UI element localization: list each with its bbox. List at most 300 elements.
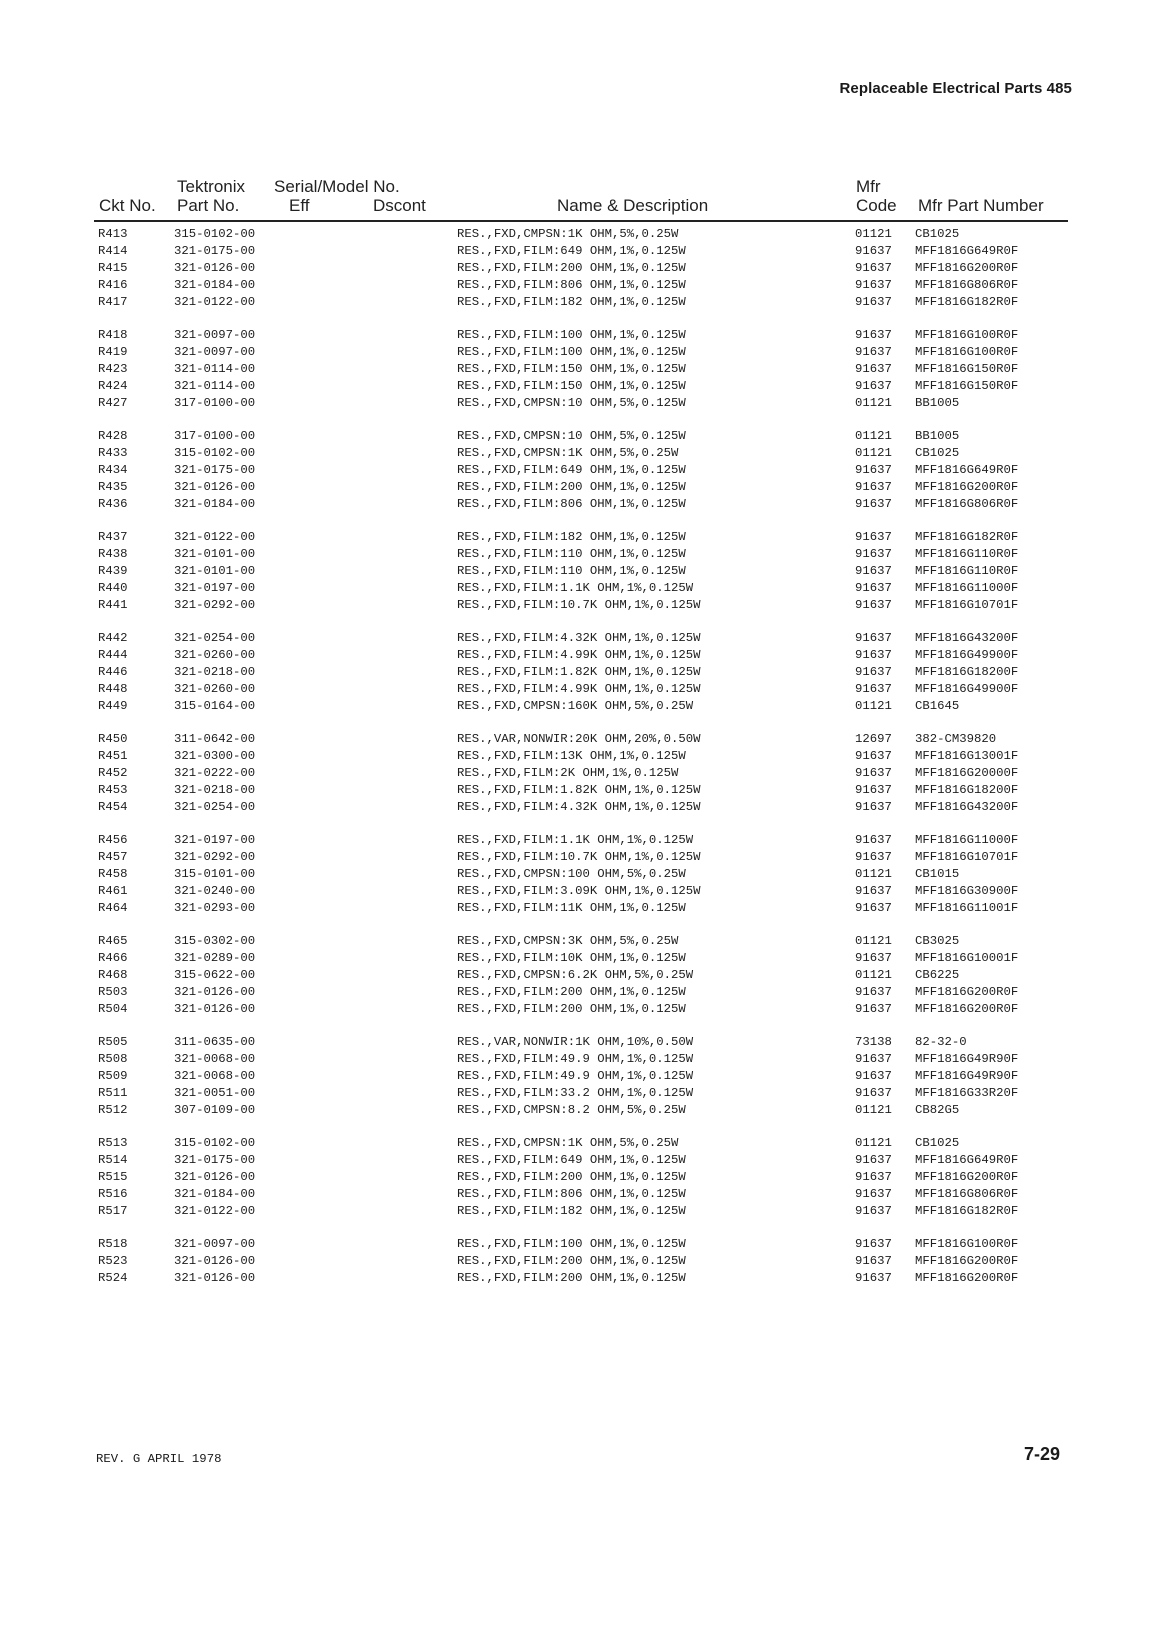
mfr-code: 91637 [855, 598, 892, 612]
mfr-part-number: MFF1816G43200F [915, 800, 1019, 814]
table-row [0, 950, 1155, 967]
table-row [0, 597, 1155, 614]
mfr-part-number: CB1025 [915, 227, 960, 241]
mfr-part-number: MFF1816G806R0F [915, 1187, 1019, 1201]
row-group [0, 529, 1155, 614]
table-row [0, 243, 1155, 260]
mfr-code: 01121 [855, 227, 892, 241]
tek-part-number: 321-0126-00 [174, 1254, 256, 1268]
ckt-number: R451 [98, 749, 128, 763]
ckt-number: R433 [98, 446, 128, 460]
description: RES.,VAR,NONWIR:20K OHM,20%,0.50W [457, 732, 701, 746]
description: RES.,FXD,FILM:3.09K OHM,1%,0.125W [457, 884, 701, 898]
description: RES.,FXD,CMPSN:1K OHM,5%,0.25W [457, 227, 679, 241]
mfr-code: 91637 [855, 295, 892, 309]
mfr-part-number: MFF1816G150R0F [915, 379, 1019, 393]
mfr-part-number: MFF1816G200R0F [915, 1254, 1019, 1268]
table-row [0, 765, 1155, 782]
col-serial: Serial/Model No. [274, 177, 400, 196]
mfr-part-number: BB1005 [915, 429, 960, 443]
description: RES.,FXD,CMPSN:1K OHM,5%,0.25W [457, 446, 679, 460]
header-rule [94, 220, 1068, 222]
description: RES.,FXD,FILM:182 OHM,1%,0.125W [457, 1204, 686, 1218]
description: RES.,FXD,FILM:806 OHM,1%,0.125W [457, 278, 686, 292]
mfr-code: 91637 [855, 345, 892, 359]
table-row [0, 226, 1155, 243]
description: RES.,FXD,FILM:110 OHM,1%,0.125W [457, 547, 686, 561]
table-row [0, 529, 1155, 546]
mfr-part-number: MFF1816G33R20F [915, 1086, 1019, 1100]
table-row [0, 428, 1155, 445]
tek-part-number: 307-0109-00 [174, 1103, 256, 1117]
tek-part-number: 321-0218-00 [174, 783, 256, 797]
mfr-code: 01121 [855, 867, 892, 881]
mfr-part-number: MFF1816G49R90F [915, 1052, 1019, 1066]
mfr-code: 01121 [855, 1136, 892, 1150]
mfr-part-number: MFF1816G10701F [915, 850, 1019, 864]
description: RES.,FXD,FILM:200 OHM,1%,0.125W [457, 480, 686, 494]
table-row [0, 1001, 1155, 1018]
col-mfr-line1: Mfr [856, 177, 881, 196]
mfr-code: 91637 [855, 480, 892, 494]
description: RES.,FXD,FILM:150 OHM,1%,0.125W [457, 379, 686, 393]
tek-part-number: 317-0100-00 [174, 396, 256, 410]
ckt-number: R449 [98, 699, 128, 713]
description: RES.,FXD,FILM:200 OHM,1%,0.125W [457, 261, 686, 275]
mfr-part-number: MFF1816G11000F [915, 581, 1019, 595]
description: RES.,FXD,FILM:1.82K OHM,1%,0.125W [457, 783, 701, 797]
mfr-part-number: CB1025 [915, 446, 960, 460]
mfr-part-number: CB82G5 [915, 1103, 960, 1117]
ckt-number: R456 [98, 833, 128, 847]
description: RES.,FXD,FILM:49.9 OHM,1%,0.125W [457, 1052, 694, 1066]
mfr-part-number: MFF1816G200R0F [915, 985, 1019, 999]
mfr-code: 12697 [855, 732, 892, 746]
tek-part-number: 321-0254-00 [174, 631, 256, 645]
revision-note: REV. G APRIL 1978 [96, 1452, 222, 1466]
mfr-code: 01121 [855, 429, 892, 443]
mfr-code: 91637 [855, 1069, 892, 1083]
mfr-part-number: 82-32-0 [915, 1035, 967, 1049]
ckt-number: R517 [98, 1204, 128, 1218]
tek-part-number: 321-0122-00 [174, 295, 256, 309]
page-number: 7-29 [1023, 1444, 1060, 1464]
mfr-part-number: MFF1816G200R0F [915, 480, 1019, 494]
ckt-number: R438 [98, 547, 128, 561]
mfr-code: 01121 [855, 396, 892, 410]
description: RES.,FXD,FILM:806 OHM,1%,0.125W [457, 497, 686, 511]
table-row [0, 445, 1155, 462]
mfr-part-number: BB1005 [915, 396, 960, 410]
col-eff: Eff [289, 196, 310, 215]
mfr-part-number: MFF1816G100R0F [915, 345, 1019, 359]
tek-part-number: 317-0100-00 [174, 429, 256, 443]
table-row [0, 630, 1155, 647]
mfr-code: 01121 [855, 1103, 892, 1117]
ckt-number: R440 [98, 581, 128, 595]
tek-part-number: 321-0097-00 [174, 328, 256, 342]
table-row [0, 799, 1155, 816]
description: RES.,FXD,FILM:200 OHM,1%,0.125W [457, 1254, 686, 1268]
row-group [0, 327, 1155, 412]
mfr-part-number: MFF1816G649R0F [915, 244, 1019, 258]
description: RES.,FXD,FILM:200 OHM,1%,0.125W [457, 985, 686, 999]
table-row [0, 900, 1155, 917]
tek-part-number: 315-0102-00 [174, 1136, 256, 1150]
description: RES.,FXD,FILM:2K OHM,1%,0.125W [457, 766, 679, 780]
mfr-part-number: MFF1816G43200F [915, 631, 1019, 645]
tek-part-number: 315-0102-00 [174, 446, 256, 460]
table-row [0, 1186, 1155, 1203]
mfr-code: 91637 [855, 261, 892, 275]
mfr-code: 91637 [855, 800, 892, 814]
mfr-part-number: MFF1816G10001F [915, 951, 1019, 965]
ckt-number: R504 [98, 1002, 128, 1016]
ckt-number: R512 [98, 1103, 128, 1117]
tek-part-number: 321-0197-00 [174, 833, 256, 847]
ckt-number: R513 [98, 1136, 128, 1150]
description: RES.,FXD,FILM:100 OHM,1%,0.125W [457, 328, 686, 342]
ckt-number: R442 [98, 631, 128, 645]
tek-part-number: 311-0642-00 [174, 732, 256, 746]
ckt-number: R427 [98, 396, 128, 410]
table-row [0, 748, 1155, 765]
mfr-part-number: CB1645 [915, 699, 960, 713]
table-row [0, 462, 1155, 479]
table-row [0, 496, 1155, 513]
mfr-part-number: 382-CM39820 [915, 732, 997, 746]
mfr-part-number: MFF1816G806R0F [915, 278, 1019, 292]
tek-part-number: 321-0184-00 [174, 1187, 256, 1201]
ckt-number: R505 [98, 1035, 128, 1049]
description: RES.,FXD,FILM:49.9 OHM,1%,0.125W [457, 1069, 694, 1083]
description: RES.,FXD,CMPSN:160K OHM,5%,0.25W [457, 699, 694, 713]
tek-part-number: 321-0114-00 [174, 379, 256, 393]
tek-part-number: 321-0184-00 [174, 497, 256, 511]
ckt-number: R458 [98, 867, 128, 881]
mfr-code: 91637 [855, 463, 892, 477]
ckt-number: R415 [98, 261, 128, 275]
tek-part-number: 321-0126-00 [174, 985, 256, 999]
tek-part-number: 315-0101-00 [174, 867, 256, 881]
description: RES.,FXD,FILM:4.99K OHM,1%,0.125W [457, 682, 701, 696]
mfr-code: 91637 [855, 850, 892, 864]
ckt-number: R515 [98, 1170, 128, 1184]
row-group [0, 428, 1155, 513]
col-tek-line2: Part No. [177, 196, 240, 215]
row-group [0, 933, 1155, 1018]
tek-part-number: 321-0126-00 [174, 1271, 256, 1285]
mfr-part-number: MFF1816G18200F [915, 665, 1019, 679]
description: RES.,FXD,FILM:200 OHM,1%,0.125W [457, 1271, 686, 1285]
mfr-code: 91637 [855, 783, 892, 797]
table-row [0, 1102, 1155, 1119]
tek-part-number: 321-0184-00 [174, 278, 256, 292]
tek-part-number: 321-0292-00 [174, 850, 256, 864]
description: RES.,FXD,FILM:1.1K OHM,1%,0.125W [457, 581, 694, 595]
mfr-part-number: CB3025 [915, 934, 960, 948]
tek-part-number: 321-0126-00 [174, 1002, 256, 1016]
col-mfr-part: Mfr Part Number [918, 196, 1044, 215]
ckt-number: R461 [98, 884, 128, 898]
row-group [0, 731, 1155, 816]
ckt-number: R508 [98, 1052, 128, 1066]
mfr-code: 91637 [855, 648, 892, 662]
table-row [0, 479, 1155, 496]
table-row [0, 1085, 1155, 1102]
mfr-code: 91637 [855, 766, 892, 780]
description: RES.,FXD,FILM:4.99K OHM,1%,0.125W [457, 648, 701, 662]
mfr-part-number: MFF1816G150R0F [915, 362, 1019, 376]
tek-part-number: 321-0068-00 [174, 1052, 256, 1066]
tek-part-number: 311-0635-00 [174, 1035, 256, 1049]
table-row [0, 395, 1155, 412]
ckt-number: R524 [98, 1271, 128, 1285]
table-row [0, 647, 1155, 664]
mfr-part-number: MFF1816G20000F [915, 766, 1019, 780]
tek-part-number: 321-0097-00 [174, 1237, 256, 1251]
mfr-code: 91637 [855, 682, 892, 696]
page-title: Replaceable Electrical Parts 485 [839, 80, 1072, 97]
ckt-number: R465 [98, 934, 128, 948]
description: RES.,FXD,FILM:200 OHM,1%,0.125W [457, 1002, 686, 1016]
mfr-part-number: MFF1816G182R0F [915, 295, 1019, 309]
table-row [0, 344, 1155, 361]
tek-part-number: 321-0300-00 [174, 749, 256, 763]
tek-part-number: 321-0068-00 [174, 1069, 256, 1083]
table-row [0, 1135, 1155, 1152]
description: RES.,FXD,FILM:4.32K OHM,1%,0.125W [457, 800, 701, 814]
table-row [0, 546, 1155, 563]
table-row [0, 1253, 1155, 1270]
ckt-number: R423 [98, 362, 128, 376]
description: RES.,FXD,FILM:182 OHM,1%,0.125W [457, 530, 686, 544]
mfr-code: 91637 [855, 951, 892, 965]
tek-part-number: 321-0175-00 [174, 463, 256, 477]
table-row [0, 731, 1155, 748]
table-row [0, 664, 1155, 681]
mfr-code: 91637 [855, 1052, 892, 1066]
mfr-code: 91637 [855, 564, 892, 578]
description: RES.,FXD,CMPSN:3K OHM,5%,0.25W [457, 934, 679, 948]
ckt-number: R424 [98, 379, 128, 393]
mfr-code: 91637 [855, 278, 892, 292]
col-mfr-line2: Code [856, 196, 897, 215]
parts-table [0, 226, 1155, 1303]
mfr-part-number: MFF1816G110R0F [915, 547, 1019, 561]
mfr-code: 91637 [855, 1271, 892, 1285]
mfr-part-number: MFF1816G10701F [915, 598, 1019, 612]
tek-part-number: 321-0101-00 [174, 564, 256, 578]
table-row [0, 1034, 1155, 1051]
description: RES.,FXD,FILM:806 OHM,1%,0.125W [457, 1187, 686, 1201]
tek-part-number: 321-0175-00 [174, 244, 256, 258]
tek-part-number: 321-0097-00 [174, 345, 256, 359]
table-row [0, 277, 1155, 294]
table-row [0, 866, 1155, 883]
ckt-number: R419 [98, 345, 128, 359]
mfr-part-number: MFF1816G806R0F [915, 497, 1019, 511]
table-row [0, 361, 1155, 378]
ckt-number: R503 [98, 985, 128, 999]
tek-part-number: 321-0293-00 [174, 901, 256, 915]
mfr-code: 91637 [855, 1002, 892, 1016]
mfr-part-number: MFF1816G649R0F [915, 463, 1019, 477]
tek-part-number: 321-0240-00 [174, 884, 256, 898]
ckt-number: R435 [98, 480, 128, 494]
ckt-number: R418 [98, 328, 128, 342]
description: RES.,FXD,FILM:1.82K OHM,1%,0.125W [457, 665, 701, 679]
ckt-number: R437 [98, 530, 128, 544]
ckt-number: R453 [98, 783, 128, 797]
table-row [0, 681, 1155, 698]
ckt-number: R434 [98, 463, 128, 477]
mfr-part-number: MFF1816G200R0F [915, 1002, 1019, 1016]
ckt-number: R428 [98, 429, 128, 443]
tek-part-number: 321-0289-00 [174, 951, 256, 965]
description: RES.,FXD,FILM:182 OHM,1%,0.125W [457, 295, 686, 309]
mfr-part-number: MFF1816G649R0F [915, 1153, 1019, 1167]
table-row [0, 327, 1155, 344]
ckt-number: R523 [98, 1254, 128, 1268]
tek-part-number: 315-0164-00 [174, 699, 256, 713]
table-row [0, 1068, 1155, 1085]
mfr-code: 01121 [855, 446, 892, 460]
table-row [0, 1203, 1155, 1220]
description: RES.,FXD,FILM:649 OHM,1%,0.125W [457, 244, 686, 258]
table-row [0, 294, 1155, 311]
mfr-code: 91637 [855, 1187, 892, 1201]
tek-part-number: 321-0260-00 [174, 648, 256, 662]
tek-part-number: 315-0102-00 [174, 227, 256, 241]
mfr-code: 91637 [855, 1086, 892, 1100]
mfr-code: 91637 [855, 985, 892, 999]
mfr-part-number: MFF1816G182R0F [915, 530, 1019, 544]
ckt-number: R439 [98, 564, 128, 578]
mfr-code: 91637 [855, 1170, 892, 1184]
ckt-number: R441 [98, 598, 128, 612]
ckt-number: R457 [98, 850, 128, 864]
table-row [0, 1169, 1155, 1186]
ckt-number: R452 [98, 766, 128, 780]
description: RES.,FXD,CMPSN:10 OHM,5%,0.125W [457, 396, 686, 410]
ckt-number: R454 [98, 800, 128, 814]
mfr-part-number: MFF1816G200R0F [915, 1170, 1019, 1184]
ckt-number: R414 [98, 244, 128, 258]
table-row [0, 1270, 1155, 1287]
row-group [0, 1034, 1155, 1119]
mfr-part-number: MFF1816G182R0F [915, 1204, 1019, 1218]
mfr-code: 91637 [855, 497, 892, 511]
description: RES.,FXD,FILM:100 OHM,1%,0.125W [457, 1237, 686, 1251]
description: RES.,FXD,FILM:1.1K OHM,1%,0.125W [457, 833, 694, 847]
table-row [0, 967, 1155, 984]
mfr-code: 91637 [855, 244, 892, 258]
col-dscont: Dscont [373, 196, 426, 215]
ckt-number: R518 [98, 1237, 128, 1251]
tek-part-number: 321-0126-00 [174, 1170, 256, 1184]
mfr-part-number: MFF1816G100R0F [915, 328, 1019, 342]
row-group [0, 1236, 1155, 1287]
table-row [0, 832, 1155, 849]
mfr-code: 91637 [855, 1204, 892, 1218]
description: RES.,FXD,FILM:649 OHM,1%,0.125W [457, 1153, 686, 1167]
tek-part-number: 321-0122-00 [174, 1204, 256, 1218]
table-row [0, 1152, 1155, 1169]
description: RES.,FXD,FILM:649 OHM,1%,0.125W [457, 463, 686, 477]
table-row [0, 260, 1155, 277]
mfr-code: 01121 [855, 934, 892, 948]
tek-part-number: 321-0260-00 [174, 682, 256, 696]
table-row [0, 984, 1155, 1001]
tek-part-number: 321-0101-00 [174, 547, 256, 561]
ckt-number: R464 [98, 901, 128, 915]
mfr-code: 91637 [855, 581, 892, 595]
mfr-code: 91637 [855, 631, 892, 645]
tek-part-number: 321-0126-00 [174, 261, 256, 275]
ckt-number: R436 [98, 497, 128, 511]
mfr-code: 91637 [855, 833, 892, 847]
ckt-number: R446 [98, 665, 128, 679]
table-row [0, 1236, 1155, 1253]
description: RES.,FXD,FILM:150 OHM,1%,0.125W [457, 362, 686, 376]
ckt-number: R468 [98, 968, 128, 982]
mfr-part-number: MFF1816G11001F [915, 901, 1019, 915]
description: RES.,FXD,FILM:10K OHM,1%,0.125W [457, 951, 686, 965]
col-tek-line1: Tektronix [177, 177, 246, 196]
row-group [0, 630, 1155, 715]
mfr-code: 91637 [855, 1153, 892, 1167]
mfr-code: 91637 [855, 1237, 892, 1251]
mfr-code: 91637 [855, 901, 892, 915]
description: RES.,FXD,CMPSN:100 OHM,5%,0.25W [457, 867, 686, 881]
description: RES.,FXD,FILM:10.7K OHM,1%,0.125W [457, 850, 701, 864]
mfr-part-number: MFF1816G49900F [915, 682, 1019, 696]
mfr-part-number: CB6225 [915, 968, 960, 982]
table-row [0, 1051, 1155, 1068]
tek-part-number: 321-0114-00 [174, 362, 256, 376]
mfr-part-number: CB1015 [915, 867, 960, 881]
tek-part-number: 321-0292-00 [174, 598, 256, 612]
description: RES.,FXD,FILM:11K OHM,1%,0.125W [457, 901, 686, 915]
mfr-part-number: MFF1816G49900F [915, 648, 1019, 662]
mfr-part-number: MFF1816G200R0F [915, 1271, 1019, 1285]
mfr-code: 91637 [855, 884, 892, 898]
mfr-part-number: MFF1816G49R90F [915, 1069, 1019, 1083]
ckt-number: R413 [98, 227, 128, 241]
mfr-code: 91637 [855, 362, 892, 376]
tek-part-number: 315-0622-00 [174, 968, 256, 982]
ckt-number: R450 [98, 732, 128, 746]
col-name: Name & Description [557, 196, 709, 215]
ckt-number: R514 [98, 1153, 128, 1167]
description: RES.,FXD,CMPSN:6.2K OHM,5%,0.25W [457, 968, 694, 982]
description: RES.,FXD,FILM:100 OHM,1%,0.125W [457, 345, 686, 359]
row-group [0, 226, 1155, 311]
ckt-number: R511 [98, 1086, 128, 1100]
mfr-part-number: MFF1816G18200F [915, 783, 1019, 797]
ckt-number: R417 [98, 295, 128, 309]
table-row [0, 698, 1155, 715]
table-row [0, 580, 1155, 597]
description: RES.,FXD,FILM:110 OHM,1%,0.125W [457, 564, 686, 578]
mfr-part-number: MFF1816G11000F [915, 833, 1019, 847]
tek-part-number: 321-0175-00 [174, 1153, 256, 1167]
table-row [0, 883, 1155, 900]
table-row [0, 378, 1155, 395]
description: RES.,FXD,FILM:10.7K OHM,1%,0.125W [457, 598, 701, 612]
mfr-part-number: MFF1816G100R0F [915, 1237, 1019, 1251]
